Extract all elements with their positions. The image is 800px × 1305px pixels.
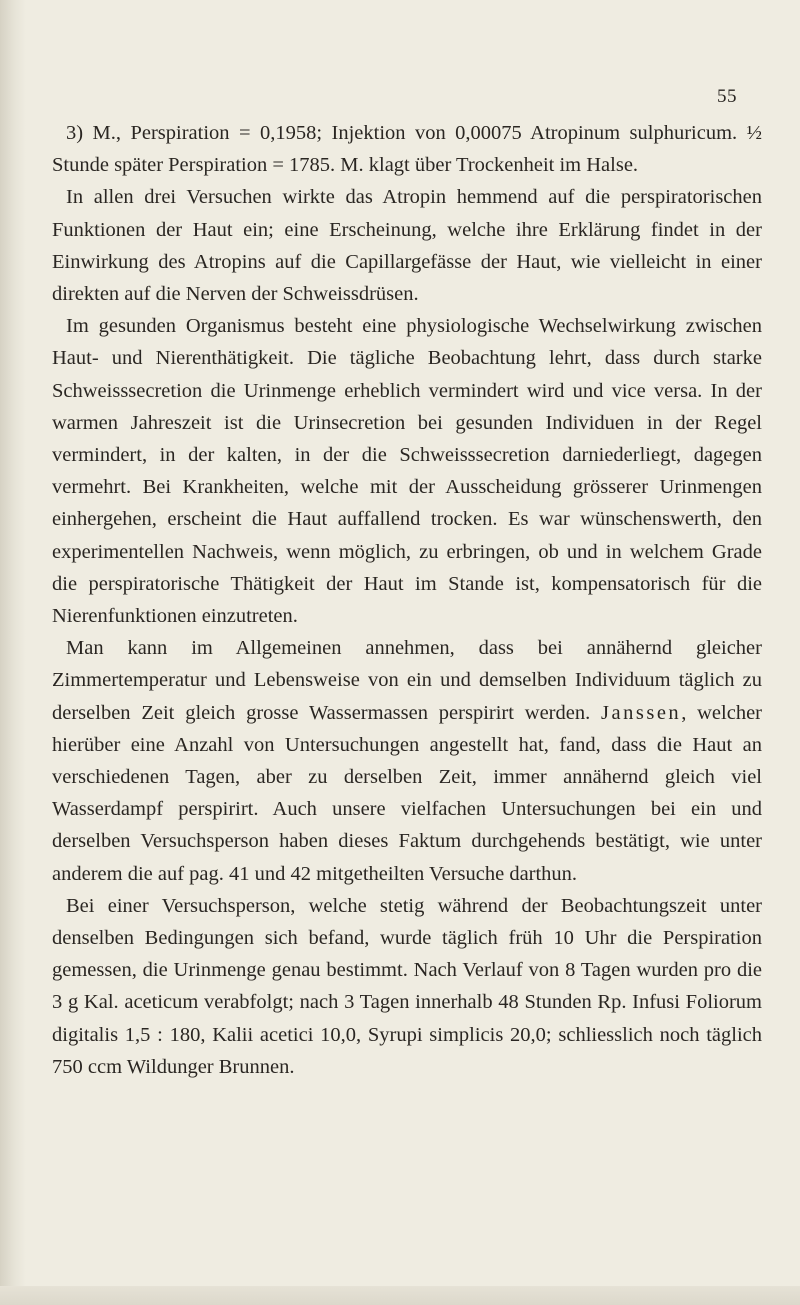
body-text <box>52 117 762 1083</box>
page-gutter-shadow <box>0 0 26 1305</box>
paragraph-text-after: , welcher hierüber eine Anzahl von Untersuchungen angestellt hat, fand, dass die Haut an verschiedenen Tagen, aber zu derselben Zeit, immer annähernd gleich viel Wasserdampf perspirirt. Auch unsere vielfachen Untersuchungen bei ein und derselben Versuchsperson haben dieses Faktum durchgehends bestätigt, wie unter anderem die auf pag. 41 und 42 mitgetheilten Versuche darthun. <box>52 701 763 885</box>
paragraph-text-before: Man kann im Allgemeinen annehmen, dass bei annähernd gleicher Zimmertemperatur und Lebensweise von ein und demselben Individuum täglich zu derselben Zeit gleich grosse Wassermassen perspirirt werden. <box>52 637 762 724</box>
paragraph-skin-kidney-interaction: Im gesunden Organismus besteht eine physiologische Wechselwirkung zwischen Haut- und Nierenthätigkeit. Die tägliche Beobachtung lehrt, dass durch starke Schweisssecretion die Urinmenge erheblich vermindert wird und vice versa. In der warmen Jahreszeit ist die Urinsecretion bei gesunden Individuen in der Regel vermindert, in der kalten, in der die Schweisssecretion darniederliegt, dagegen vermehrt. Bei Krankheiten, welche mit der Ausscheidung grösserer Urinmengen einhergehen, erscheint die Haut auffallend trocken. Es war wünschenswerth, den experimentellen Nachweis, wenn möglich, zu erbringen, ob und in welchem Grade die perspiratorische Thätigkeit der Haut im Stande ist, kompensatorisch für die Nierenfunktionen einzutreten. <box>52 315 762 628</box>
author-name-janssen: Janssen <box>601 701 682 724</box>
paragraph-atropine-experiment-3: 3) M., Perspiration = 0,1958; Injektion von 0,00075 Atropinum sulphuricum. ½ Stunde später Perspiration = 1785. M. klagt über Trockenheit im Halse. <box>52 122 762 177</box>
page-number: 55 <box>717 86 737 107</box>
page-bottom-edge <box>0 1286 800 1305</box>
paragraph-atropine-conclusion: In allen drei Versuchen wirkte das Atropin hemmend auf die perspiratorischen Funktionen der Haut ein; eine Erscheinung, welche ihre Erklärung findet in der Einwirkung des Atropins auf die Capillargefässe der Haut, wie vielleicht in einer direkten auf die Nerven der Schweissdrüsen. <box>52 186 762 306</box>
paragraph-constant-perspiration <box>52 632 762 890</box>
paragraph-test-subject-procedure: Bei einer Versuchsperson, welche stetig während der Beobachtungszeit unter denselben Bedingungen sich befand, wurde täglich früh 10 Uhr die Perspiration gemessen, die Urinmenge genau bestimmt. Nach Verlauf von 8 Tagen wurden pro die 3 g Kal. aceticum verabfolgt; nach 3 Tagen innerhalb 48 Stunden Rp. Infusi Foliorum digitalis 1,5 : 180, Kalii acetici 10,0, Syrupi simplicis 20,0; schliesslich noch täglich 750 ccm Wildunger Brunnen. <box>52 894 762 1078</box>
